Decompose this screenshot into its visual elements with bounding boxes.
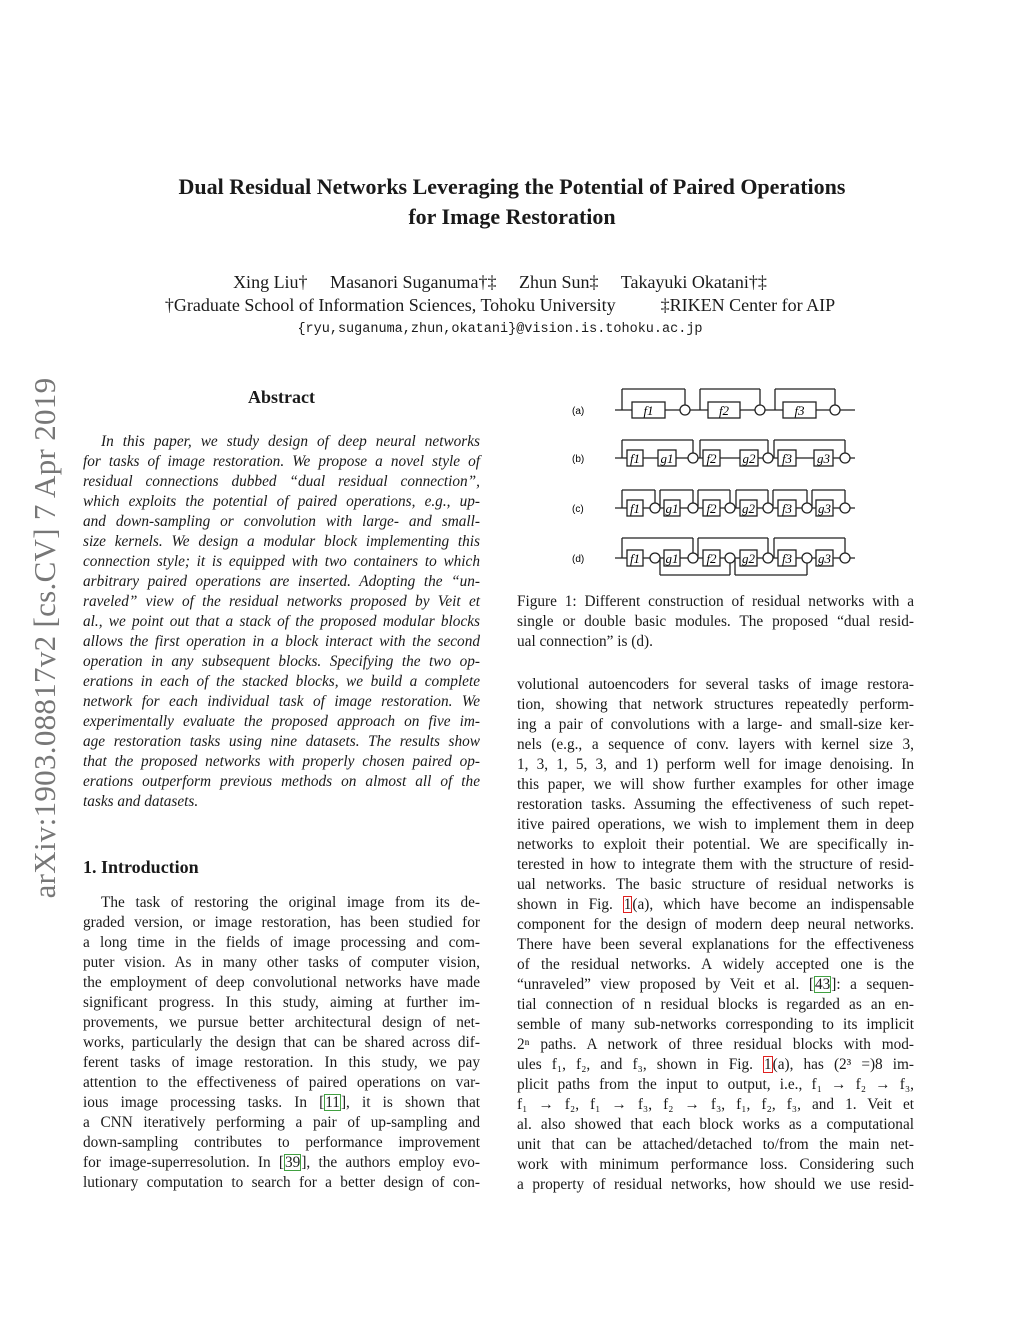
- citation-link[interactable]: 43: [814, 976, 831, 993]
- text-segment: Figure 1: Different construction of residual networks with a: [517, 593, 914, 610]
- text-segment: for tasks of image restoration. We propose a novel style of: [83, 453, 480, 470]
- text-segment: arbitrary paired operations are inserted. Adopting the “un-: [83, 573, 480, 590]
- text-line: [517, 835, 914, 855]
- text-line: [83, 1173, 480, 1193]
- text-segment: lutionary computation to search for a better design of con-: [83, 1174, 480, 1191]
- paper-title-line-2: for Image Restoration: [408, 204, 616, 229]
- citation-link[interactable]: 39: [285, 1154, 301, 1171]
- text-segment: experimentally evaluate the proposed approach on five im-: [83, 713, 480, 730]
- module-label: g2: [742, 451, 756, 466]
- sum-node-icon: [840, 453, 850, 463]
- text-segment: single or double basic modules. The proposed “dual resid-: [517, 613, 914, 630]
- text-line: [83, 953, 480, 973]
- row-label: (d): [572, 554, 585, 565]
- module-label: g3: [817, 451, 830, 466]
- arxiv-stamp: arXiv:1903.08817v2 [cs.CV] 7 Apr 2019: [27, 377, 62, 899]
- text-segment: “unraveled” view proposed by Veit et al. [: [517, 976, 814, 993]
- text-line: [83, 1133, 480, 1153]
- text-line: [83, 752, 480, 772]
- module-label: g3: [818, 501, 831, 516]
- text-segment: that the proposed networks with properly chosen paired op-: [83, 753, 480, 770]
- text-line: [83, 452, 480, 472]
- text-line: [83, 592, 480, 612]
- sum-node-icon: [840, 503, 850, 513]
- text-line: [83, 1153, 480, 1173]
- text-segment: unit that can be attached/detached to/from the main net-: [517, 1136, 914, 1153]
- text-line: [83, 913, 480, 933]
- module-label: g1: [660, 451, 674, 466]
- text-line: [83, 432, 480, 452]
- text-line: [517, 632, 914, 652]
- text-segment: tasks and datasets.: [83, 793, 199, 810]
- text-line: [83, 472, 480, 492]
- text-segment: works, particularly the design that can be shared across dif-: [83, 1034, 480, 1051]
- text-segment: ], it is shown that: [340, 1094, 480, 1111]
- module-label: f3: [781, 551, 793, 566]
- text-line: [83, 632, 480, 652]
- text-segment: nels (e.g., a sequence of conv. layers with kernel size 3,: [517, 736, 914, 753]
- text-line: [83, 1053, 480, 1073]
- text-segment: erations in each of the stacked blocks, we build a complete: [83, 673, 480, 690]
- paper-title-line-1: Dual Residual Networks Leveraging the Potential of Paired Operations: [178, 174, 846, 199]
- text-line: [83, 652, 480, 672]
- text-segment: which exploits the potential of paired operations, e.g., up-: [83, 493, 480, 510]
- text-segment: (a), has (2³ =)8 im-: [772, 1056, 914, 1073]
- text-line: [83, 612, 480, 632]
- text-segment: ules f₁, f₂, and f₃, shown in Fig.: [517, 1056, 763, 1073]
- text-segment: age restoration tasks using nine datasets. The results show: [83, 733, 480, 750]
- sum-node-icon: [840, 553, 850, 563]
- text-segment: al. also showed that each block works as a computational: [517, 1116, 914, 1133]
- text-segment: operation in any subsequent blocks. Specifying the two op-: [83, 653, 480, 670]
- abstract-body: [83, 432, 480, 812]
- text-line: [83, 672, 480, 692]
- text-line: [83, 973, 480, 993]
- sum-node-icon: [763, 453, 773, 463]
- text-line: [83, 512, 480, 532]
- sum-node-icon: [650, 553, 660, 563]
- text-segment: a CNN iteratively performing a pair of up-sampling and: [83, 1114, 480, 1131]
- text-segment: f₁ → f₂, f₁ → f₃, f₂ → f₃, f₁, f₂, f₃, and 1. Veit et: [517, 1096, 914, 1113]
- citation-link[interactable]: 11: [325, 1094, 340, 1111]
- text-line: [517, 1035, 914, 1055]
- text-line: [83, 1033, 480, 1053]
- text-segment: ual networks. The basic structure of residual networks is: [517, 876, 914, 893]
- sum-node-icon: [680, 405, 690, 415]
- text-segment: ual connection” is (d).: [517, 633, 653, 650]
- text-line: [83, 1113, 480, 1133]
- text-line: [83, 1013, 480, 1033]
- text-line: [517, 1055, 914, 1075]
- text-segment: allows the first operation in a block interact with the second: [83, 633, 480, 650]
- module-label: f2: [706, 501, 717, 516]
- text-segment: ious image processing tasks. In [: [83, 1094, 325, 1111]
- text-line: [517, 592, 914, 612]
- text-segment: of the residual networks. A widely accepted one is the: [517, 956, 914, 973]
- text-line: [517, 815, 914, 835]
- module-label: g2: [742, 551, 755, 566]
- text-line: [83, 792, 480, 812]
- text-line: [517, 1115, 914, 1135]
- text-segment: plicit paths from the input to output, i.e., f₁ → f₂ → f₃,: [517, 1076, 914, 1093]
- text-line: [517, 735, 914, 755]
- text-segment: al., we point out that a stack of the proposed modular blocks: [83, 613, 480, 630]
- text-segment: ing a pair of convolutions with a large- and small-size ker-: [517, 716, 914, 733]
- text-segment: provements, we pursue better architectural design of net-: [83, 1014, 480, 1031]
- author-emails: {ryu,suganuma,zhun,okatani}@vision.is.tohoku.ac.jp: [297, 322, 703, 337]
- text-segment: The task of restoring the original image from its de-: [101, 894, 480, 911]
- module-label: g1: [665, 501, 679, 516]
- text-line: [83, 993, 480, 1013]
- sum-node-icon: [688, 503, 698, 513]
- text-segment: attention to the effectiveness of paired operations on var-: [83, 1074, 480, 1091]
- text-line: [83, 772, 480, 792]
- text-line: [517, 855, 914, 875]
- text-line: [517, 1175, 914, 1195]
- text-line: [517, 755, 914, 775]
- text-line: [83, 692, 480, 712]
- figure-1-diagram: [560, 375, 870, 585]
- text-segment: semble of many sub-networks corresponding to its implicit: [517, 1016, 914, 1033]
- right-column-body: [517, 675, 914, 1195]
- text-line: [83, 572, 480, 592]
- module-label: f3: [781, 451, 793, 466]
- sum-node-icon: [688, 553, 698, 563]
- module-label: g2: [742, 501, 755, 516]
- text-segment: tial connection of n residual blocks is regarded as an en-: [517, 996, 914, 1013]
- sum-node-icon: [755, 405, 765, 415]
- module-label: f3: [794, 403, 805, 418]
- text-line: [517, 1075, 914, 1095]
- text-segment: size kernels. We design a modular block implementing this: [83, 533, 480, 550]
- module-label: f1: [643, 403, 654, 418]
- text-line: [517, 875, 914, 895]
- text-segment: ferent tasks of image restoration. In this study, we pay: [83, 1054, 480, 1071]
- module-label: g3: [818, 551, 831, 566]
- figure-caption: [517, 592, 914, 652]
- text-line: [517, 955, 914, 975]
- sum-node-icon: [763, 553, 773, 563]
- text-line: [83, 712, 480, 732]
- text-segment: the employment of deep convolutional networks have made: [83, 974, 480, 991]
- text-segment: networks to exploit their potential. We are specifically in-: [517, 836, 914, 853]
- intro-body: [83, 893, 480, 1193]
- module-label: f1: [629, 451, 641, 466]
- module-label: f2: [706, 451, 717, 466]
- sum-node-icon: [802, 553, 812, 563]
- text-line: [517, 612, 914, 632]
- text-line: [83, 933, 480, 953]
- sum-node-icon: [725, 503, 735, 513]
- row-label: (b): [572, 454, 585, 465]
- text-line: [83, 492, 480, 512]
- text-segment: network for each individual task of image restoration. We: [83, 693, 480, 710]
- text-segment: work with minimum performance loss. Considering such: [517, 1156, 914, 1173]
- text-line: [517, 1015, 914, 1035]
- text-segment: for image-superresolution. In [: [83, 1154, 285, 1171]
- module-label: f2: [718, 403, 730, 418]
- text-line: [517, 915, 914, 935]
- text-segment: restoration tasks. Assuming the effectiveness of such repet-: [517, 796, 914, 813]
- text-segment: In this paper, we study design of deep neural networks: [101, 433, 480, 450]
- text-segment: connection style; it is equipped with two containers to which: [83, 553, 480, 570]
- text-segment: (a), which have become an indispensable: [632, 896, 915, 913]
- citation-link[interactable]: 1: [763, 1056, 772, 1073]
- text-segment: a property of residual networks, how should we use resid-: [517, 1176, 914, 1193]
- text-line: [517, 1095, 914, 1115]
- text-segment: residual connections dubbed “dual residual connection”,: [83, 473, 480, 490]
- text-segment: this paper, we will show further examples for other image: [517, 776, 914, 793]
- author-names: Xing Liu† Masanori Suganuma†‡ Zhun Sun‡ Takayuki Okatani†‡: [233, 272, 767, 292]
- module-label: f1: [629, 551, 641, 566]
- text-segment: significant progress. In this study, aiming at further im-: [83, 994, 480, 1011]
- text-line: [517, 675, 914, 695]
- text-segment: down-sampling contributes to performance improvement: [83, 1134, 480, 1151]
- text-segment: 1, 3, 1, 5, 3, and 1) perform well for image denoising. In: [517, 756, 914, 773]
- affiliations: †Graduate School of Information Sciences, Tohoku University ‡RIKEN Center for AIP: [164, 295, 836, 315]
- sum-node-icon: [725, 553, 735, 563]
- sum-node-icon: [830, 405, 840, 415]
- module-label: f1: [629, 501, 641, 516]
- text-segment: raveled” view of the residual networks proposed by Veit et: [83, 593, 480, 610]
- text-line: [517, 715, 914, 735]
- text-line: [517, 1135, 914, 1155]
- module-label: f2: [706, 551, 717, 566]
- text-line: [517, 695, 914, 715]
- text-line: [517, 1155, 914, 1175]
- text-segment: ], the authors employ evo-: [301, 1154, 480, 1171]
- text-line: [83, 1093, 480, 1113]
- text-segment: itive paired operations, we wish to implement them in deep: [517, 816, 914, 833]
- citation-link[interactable]: 1: [623, 896, 632, 913]
- text-line: [83, 893, 480, 913]
- sum-node-icon: [688, 453, 698, 463]
- row-label: (c): [572, 504, 584, 515]
- text-segment: 2ⁿ paths. A network of three residual blocks with mod-: [517, 1036, 914, 1053]
- text-segment: volutional autoencoders for several tasks of image restora-: [517, 676, 914, 693]
- text-segment: puter vision. As in many other tasks of computer vision,: [83, 954, 480, 971]
- sum-node-icon: [650, 503, 660, 513]
- text-line: [517, 975, 914, 995]
- text-segment: ]: a sequen-: [831, 976, 914, 993]
- text-line: [517, 895, 914, 915]
- text-line: [517, 935, 914, 955]
- text-segment: graded version, or image restoration, has been studied for: [83, 914, 480, 931]
- module-label: f3: [781, 501, 793, 516]
- row-label: (a): [572, 406, 585, 417]
- text-line: [83, 1073, 480, 1093]
- text-segment: erations outperform previous methods on almost all of the: [83, 773, 480, 790]
- text-line: [83, 732, 480, 752]
- module-label: g1: [665, 551, 679, 566]
- abstract-heading: Abstract: [248, 387, 315, 407]
- text-line: [517, 775, 914, 795]
- text-segment: tion, showing that network structures repeatedly perform-: [517, 696, 914, 713]
- sum-node-icon: [802, 503, 812, 513]
- sum-node-icon: [763, 503, 773, 513]
- text-line: [517, 995, 914, 1015]
- text-line: [83, 532, 480, 552]
- text-segment: a long time in the fields of image processing and com-: [83, 934, 480, 951]
- text-segment: component for the design of modern deep neural networks.: [517, 916, 914, 933]
- intro-heading: 1. Introduction: [83, 857, 199, 877]
- text-line: [517, 795, 914, 815]
- text-line: [83, 552, 480, 572]
- text-segment: terested in how to integrate them with the structure of resid-: [517, 856, 914, 873]
- text-segment: shown in Fig.: [517, 896, 623, 913]
- text-segment: and down-sampling or convolution with large- and small-: [83, 513, 480, 530]
- text-segment: There have been several explanations for the effectiveness: [517, 936, 914, 953]
